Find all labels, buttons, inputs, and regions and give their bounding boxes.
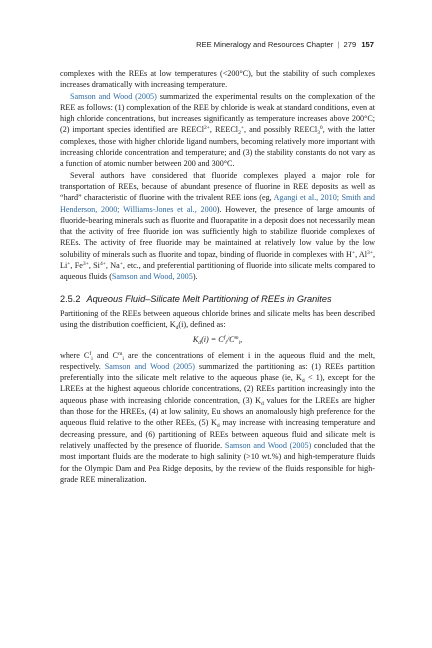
eq-part: (i) = C xyxy=(201,335,224,345)
citation-link[interactable]: Samson and Wood (2005) xyxy=(70,91,157,101)
subscript: d xyxy=(301,377,305,384)
superscript: m xyxy=(118,350,123,357)
section-number: 2.5.2 xyxy=(60,293,81,304)
text: , Al xyxy=(355,249,368,259)
paragraph-2 xyxy=(60,91,375,170)
citation-link[interactable]: Samson and Wood (2005) xyxy=(104,361,195,371)
paragraph-4 xyxy=(60,308,375,331)
eq-subscript: i xyxy=(238,340,241,347)
eq-part: /C xyxy=(226,335,235,345)
subscript: i xyxy=(122,355,124,362)
eq-superscript: m xyxy=(234,335,239,342)
text: Several authors have considered that fluoride complexes played a major role for transportation of REEs, because of abundant presence of fluorine in REE deposits as well as “hard” characteristic of fluorine with the trivalent REE ions (eg, xyxy=(60,170,375,203)
text: may increase with increasing temperature and decreasing pressure, and (6) partitioning of REEs between aqueous fluid and silicate melt is relatively unaffected by the presence of fluoride. xyxy=(60,418,376,450)
subscript: i xyxy=(91,355,93,362)
eq-superscript: f xyxy=(223,335,226,342)
chapter-label: Chapter xyxy=(306,40,334,49)
text: complexes with the REEs at low temperatures (<200°C), but the stability of such complexes increases dramatically with increasing temperature. xyxy=(60,69,375,90)
eq-subscript: d xyxy=(198,340,202,347)
text: (i), defined as: xyxy=(178,319,226,329)
chapter-number: 279 xyxy=(343,40,357,49)
text: are the concentrations of element i in the aqueous fluid and the melt, respectively. xyxy=(60,350,375,371)
page-body xyxy=(60,68,375,485)
paragraph-5 xyxy=(60,350,375,486)
subscript: 3 xyxy=(317,130,320,137)
running-header xyxy=(196,40,374,49)
eq-part: K xyxy=(192,335,199,345)
header-separator: | xyxy=(337,40,340,49)
eq-part: , xyxy=(240,335,243,345)
superscript: 2+ xyxy=(203,125,210,132)
section-title: Aqueous Fluid–Silicate Melt Partitioning of REEs in Granites xyxy=(86,293,332,304)
superscript: 0 xyxy=(319,125,323,132)
text: ). However, the presence of large amounts of fluoride-bearing minerals such as fluorite and fluorapatite in a deposit does not necessarily mean that the activity of free fluoride ion was sufficiently high to stabilize fluoride complexes of REEs. The activity of free fluoride may be maintained at relatively low value by the low solubility of minerals such as fluorite and topaz, binding of fluoride in complexes with H xyxy=(60,204,375,259)
text: , Fe xyxy=(70,261,83,271)
subscript: d xyxy=(260,400,264,407)
running-title: REE Mineralogy and Resources xyxy=(196,40,305,49)
paragraph-1 xyxy=(60,68,375,91)
citation-link[interactable]: Samson and Wood (2005) xyxy=(224,440,312,450)
text: ). xyxy=(192,272,198,282)
superscript: f xyxy=(89,350,92,357)
distribution-coefficient-equation xyxy=(60,334,375,345)
text: , etc., and preferential partitioning of fluoride into silicate melts compared to aqueous fluids ( xyxy=(60,261,376,282)
subscript: 2 xyxy=(238,130,241,137)
subscript: d xyxy=(175,324,179,331)
superscript: 3+ xyxy=(82,260,89,267)
text: summarized the partitioning as: (1) REEs partition preferentially into the silicate melt relative to the aqueous phase (ie, K xyxy=(60,361,375,383)
text: , Si xyxy=(88,261,100,271)
page-number: 157 xyxy=(361,40,374,49)
text: summarized the experimental results on the complexation of the REE as follows: (1) complexation of the REE by chloride is weak at standard conditions, even at high chloride concentrations, but increases significantly as temperature increases above 200°C; (2) important species identified are REECl xyxy=(60,91,375,135)
text: , REECl xyxy=(209,125,239,135)
superscript: 4+ xyxy=(99,260,106,267)
text: Partitioning of the REEs between aqueous chloride brines and silicate melts has been described using the distribution coefficient, K xyxy=(60,308,375,329)
text: , Li xyxy=(60,249,375,271)
superscript: + xyxy=(351,249,356,256)
text: , and possibly REECl xyxy=(244,125,318,135)
eq-subscript: i xyxy=(225,340,227,347)
text: < 1), except for the LREEs at the highest aqueous chloride concentrations, (2) REEs partition increasingly into the aqueous phase with increasing chloride concentration, (3) K xyxy=(60,373,375,405)
section-heading xyxy=(60,293,375,305)
subscript: d xyxy=(216,423,220,430)
citation-link[interactable]: Agangi et al., 2010; Smith and Henderson, 2000; Williams-Jones et al., 2000 xyxy=(60,193,375,214)
superscript: 3+ xyxy=(367,249,373,256)
text: values for the LREEs are higher than those for the HREEs, (4) at low salinity, Eu shows an anomalously high preference for the aqueous fluid relative to the other REEs, (5) K xyxy=(60,395,375,428)
superscript: + xyxy=(119,260,123,267)
citation-link[interactable]: Samson and Wood, 2005 xyxy=(111,272,193,282)
text: concluded that the most important fluids are the moderate to high salinity (>10 wt.%) and high-temperature fluids for the Olympic Dam and Pea Ridge deposits, by the review of the fluids responsible for high-grade REE mineralization. xyxy=(60,440,375,484)
text: , with the latter complexes, those with higher chloride ligand numbers, becoming relatively more important with increasing chloride concentration and temperature; and (3) the stability constants do not vary as a function of atomic number between 200 and 300°C. xyxy=(60,125,376,169)
superscript: + xyxy=(67,260,71,267)
text: , Na xyxy=(105,261,120,271)
paragraph-3 xyxy=(60,170,375,283)
text: and C xyxy=(92,350,119,360)
text: where C xyxy=(60,350,90,360)
superscript: + xyxy=(240,125,245,132)
